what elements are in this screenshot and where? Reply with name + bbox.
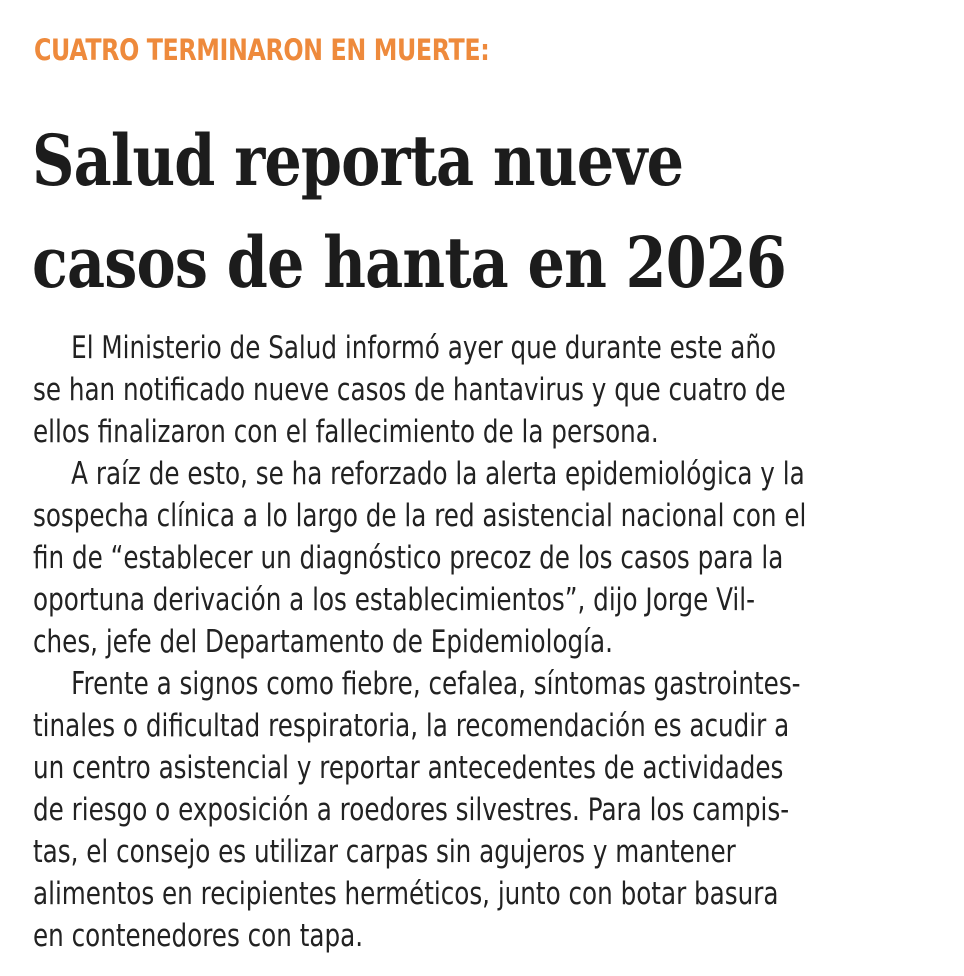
body-line: Frente a signos como fiebre, cefalea, síntomas gastrointes- xyxy=(71,666,801,702)
body-line: tinales o dificultad respiratoria, la recomendación es acudir a xyxy=(33,708,790,744)
body-line: en contenedores con tapa. xyxy=(33,918,364,954)
article-body xyxy=(33,327,964,957)
body-line: sospecha clínica a lo largo de la red asistencial nacional con el xyxy=(33,498,807,534)
body-line: oportuna derivación a los establecimientos”, dijo Jorge Vil- xyxy=(33,582,756,618)
body-line: un centro asistencial y reportar antecedentes de actividades xyxy=(33,750,784,786)
body-line: ellos finalizaron con el fallecimiento de la persona. xyxy=(33,414,659,450)
body-line: tas, el consejo es utilizar carpas sin agujeros y mantener xyxy=(33,834,736,870)
body-line: A raíz de esto, se ha reforzado la alerta epidemiológica y la xyxy=(71,456,805,492)
body-line: alimentos en recipientes herméticos, junto con botar basura xyxy=(33,876,779,912)
body-line: se han notificado nueve casos de hantavirus y que cuatro de xyxy=(33,372,786,408)
kicker: CUATRO TERMINARON EN MUERTE: xyxy=(34,33,490,67)
body-line: ches, jefe del Departamento de Epidemiología. xyxy=(33,624,613,660)
headline-line-1: Salud reporta nueve xyxy=(32,119,684,202)
body-line: El Ministerio de Salud informó ayer que durante este año xyxy=(71,330,777,366)
body-line: de riesgo o exposición a roedores silvestres. Para los campis- xyxy=(33,792,790,828)
body-line: fin de “establecer un diagnóstico precoz de los casos para la xyxy=(33,540,784,576)
headline xyxy=(32,110,786,314)
headline-line-2: casos de hanta en 2026 xyxy=(32,221,786,304)
